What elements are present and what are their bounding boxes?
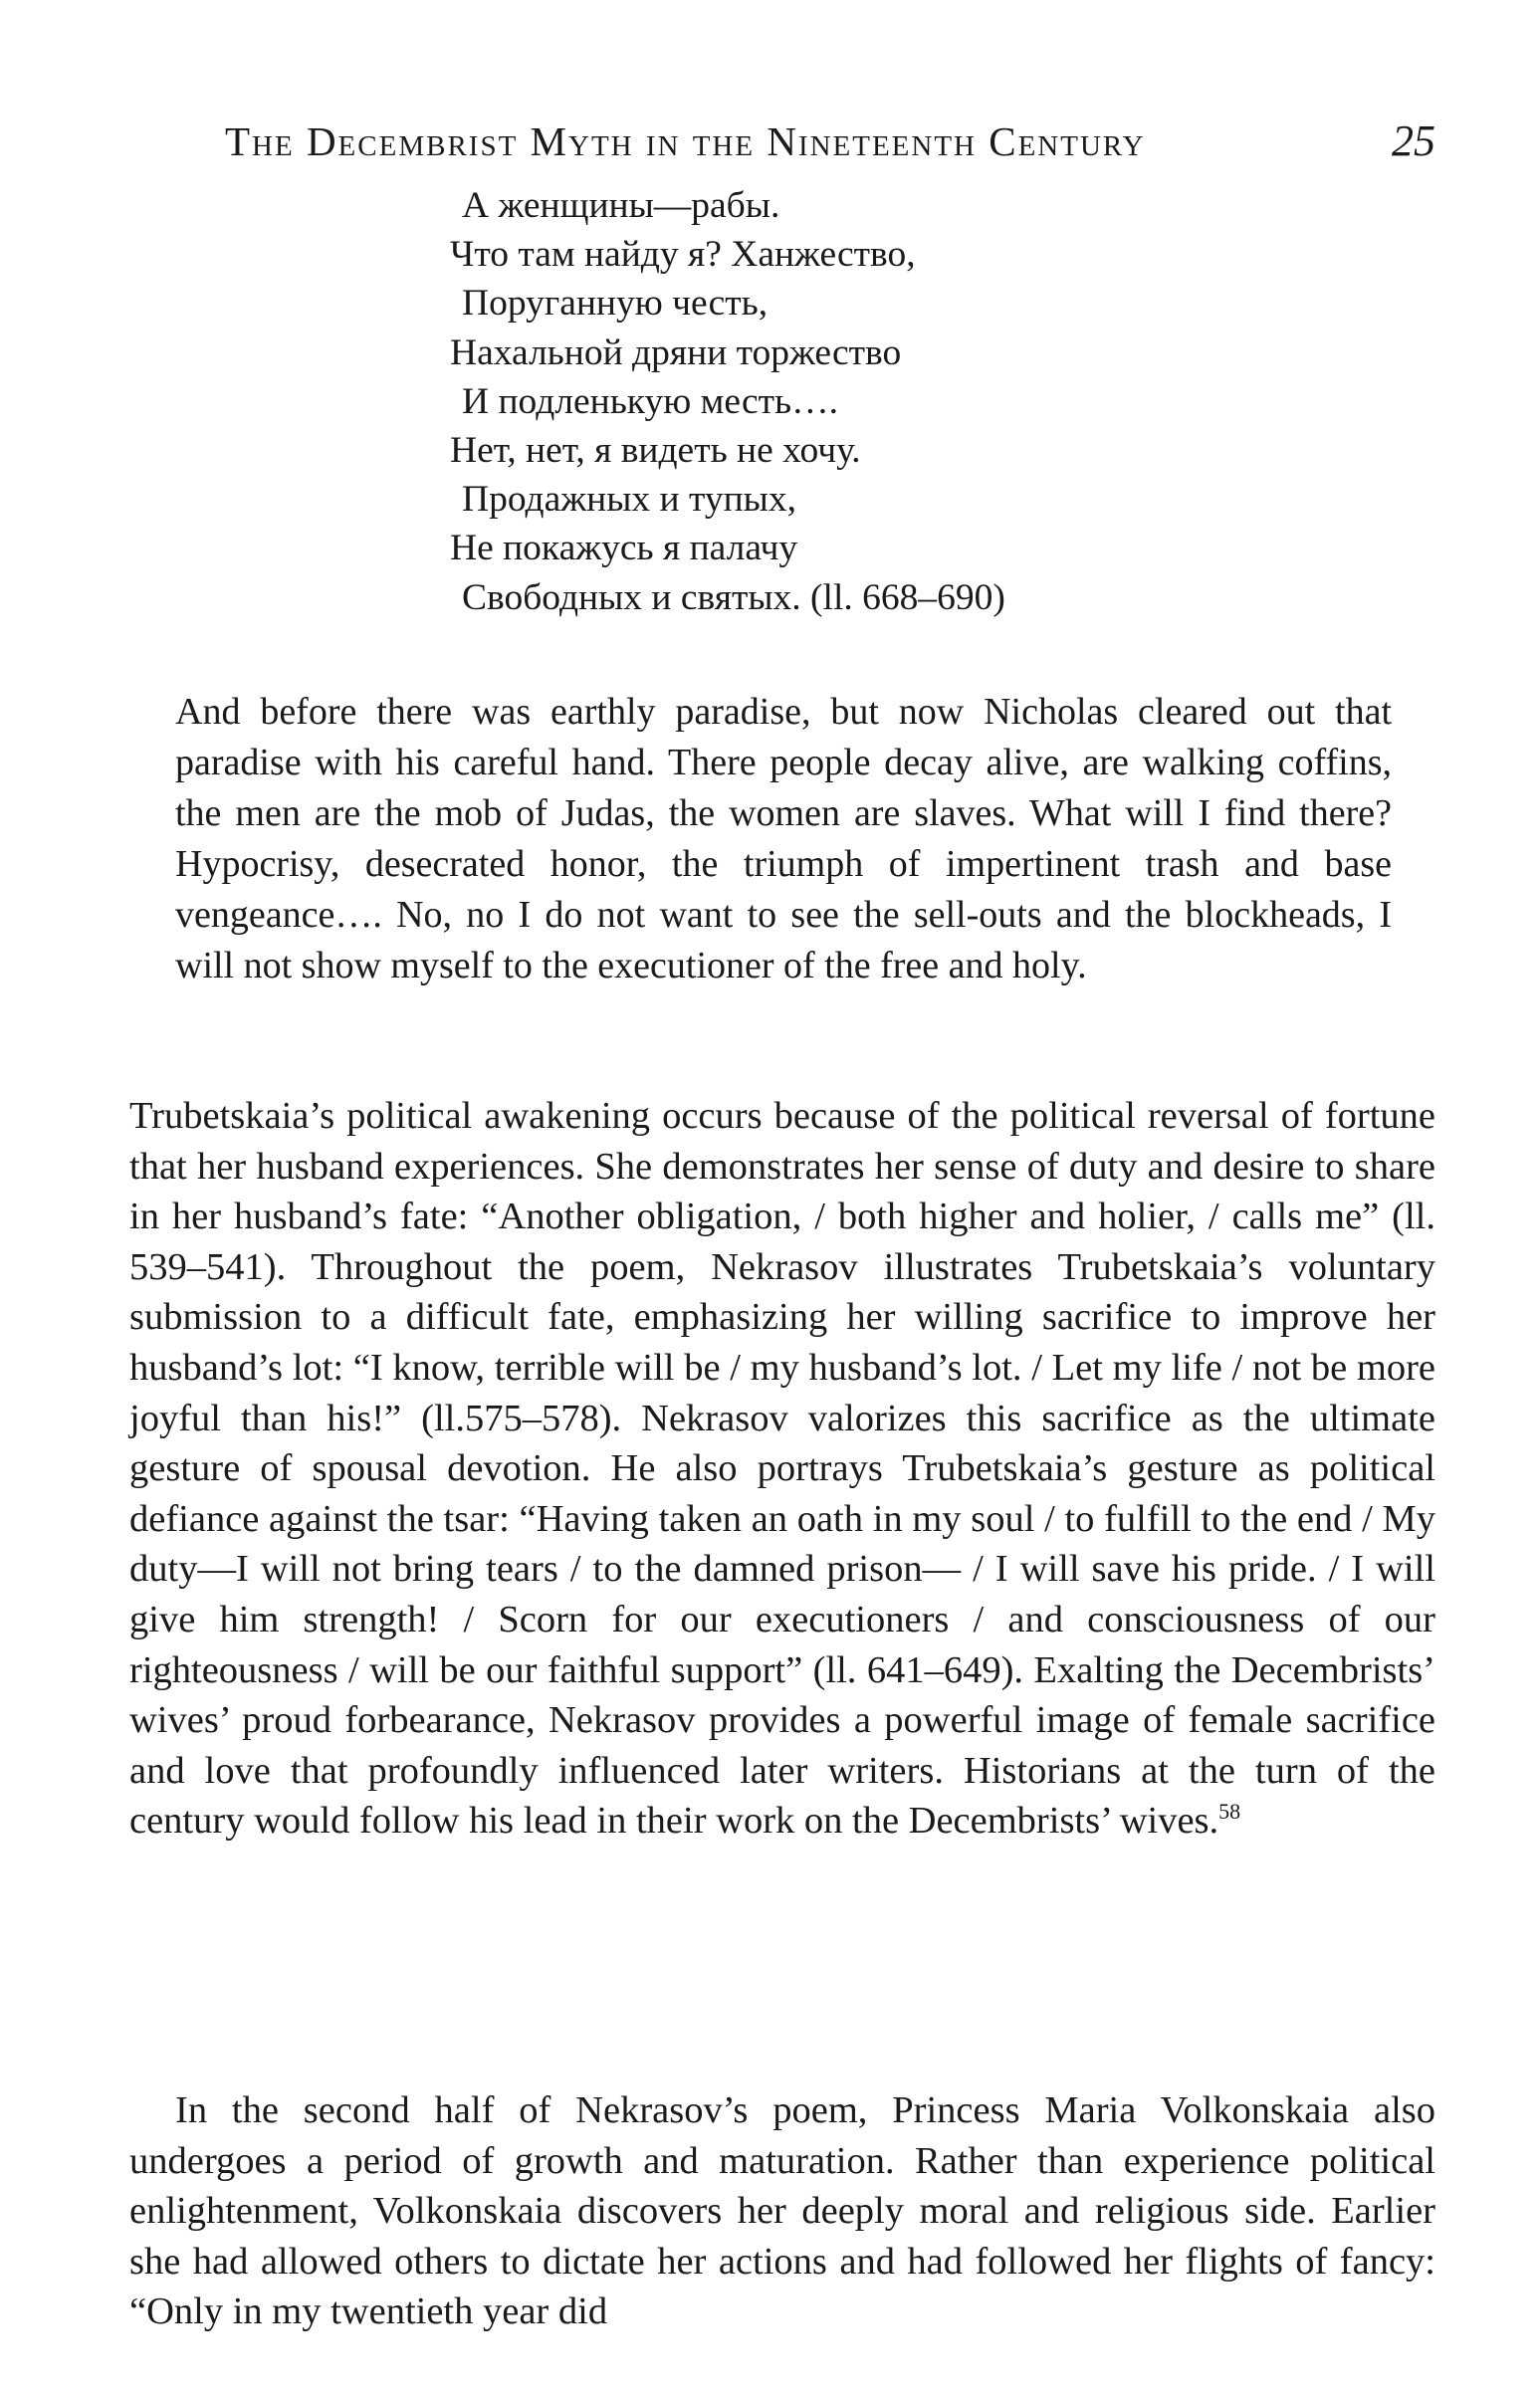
verse-line: Поруганную честь, — [462, 283, 769, 325]
verse-line: Нет, нет, я видеть не хочу. — [450, 430, 861, 472]
paragraph-text: Trubetskaia’s political awakening occurs because of the political reversal of fortune that her husband experiences. She demonstrates her sense of duty and desire to share in her husband’s fate: “Another obligation, / both higher and holier, / calls me” (ll. 539–541). Throughout the poem, Nekrasov illustrates Trubetskaia’s voluntary submission to a difficult fate, emphasizing her willing sacrifice to improve her husband’s lot: “I know, terrible will be / my husband’s lot. / Let my life / not be more joyful than his!” (ll.575–578). Nekrasov valorizes this sacrifice as the ultimate gesture of spousal devotion. He also portrays Trubetskaia’s gesture as political defiance against the tsar: “Having taken an oath in my soul / to fulfill to the end / My duty—I will not bring tears / to the damned prison— / I will save his pride. / I will give him strength! / Scorn for our executioners / and consciousness of our righteousness / will be our faithful support” (ll. 641–649). Exalting the Decembrists’ wives’ proud forbearance, Nekrasov provides a powerful image of female sacrifice and love that profoundly influenced later writers. Historians at the turn of the century would follow his lead in their work on the Decembrists’ wives. — [129, 1095, 1435, 1843]
page-number: 25 — [1392, 116, 1435, 165]
verse-line: Продажных и тупых, — [462, 479, 796, 521]
verse-line: Не покажусь я палачу — [450, 528, 798, 569]
russian-verse-block — [450, 181, 1246, 622]
body-paragraph-2: In the second half of Nekrasov’s poem, Princess Maria Volkonskaia also undergoes a period of growth and maturation. Rather than experience political enlightenment, Volkonskaia discovers her deeply moral and religious side. Earlier she had allowed others to dictate her actions and had followed her flights of fancy: “Only in my twentieth year did — [129, 2089, 1435, 2333]
verse-line: И подленькую месть…. — [462, 380, 838, 422]
running-head — [225, 111, 1435, 171]
verse-line: А женщины—рабы. — [462, 185, 780, 226]
verse-line: Нахальной дряни торжество — [450, 331, 902, 373]
verse-line: Что там найду я? Ханжество, — [450, 234, 916, 276]
body-paragraph-1 — [129, 1091, 1435, 1847]
verse-line: Свободных и святых. (ll. 668–690) — [462, 576, 1005, 618]
footnote-reference[interactable]: 58 — [1218, 1799, 1241, 1825]
verse-translation: And before there was earthly paradise, but now Nicholas cleared out that paradise with his careful hand. There people decay alive, are walking coffins, the men are the mob of Judas, the women are slaves. What will I find there? Hypocrisy, desecrated honor, the triumph of impertinent trash and base vengeance…. No, no I do not want to see the sell-outs and the blockheads, I will not show myself to the executioner of the free and holy. — [175, 691, 1392, 986]
running-head-title: The Decembrist Myth in the Nineteenth Century — [225, 118, 1146, 164]
